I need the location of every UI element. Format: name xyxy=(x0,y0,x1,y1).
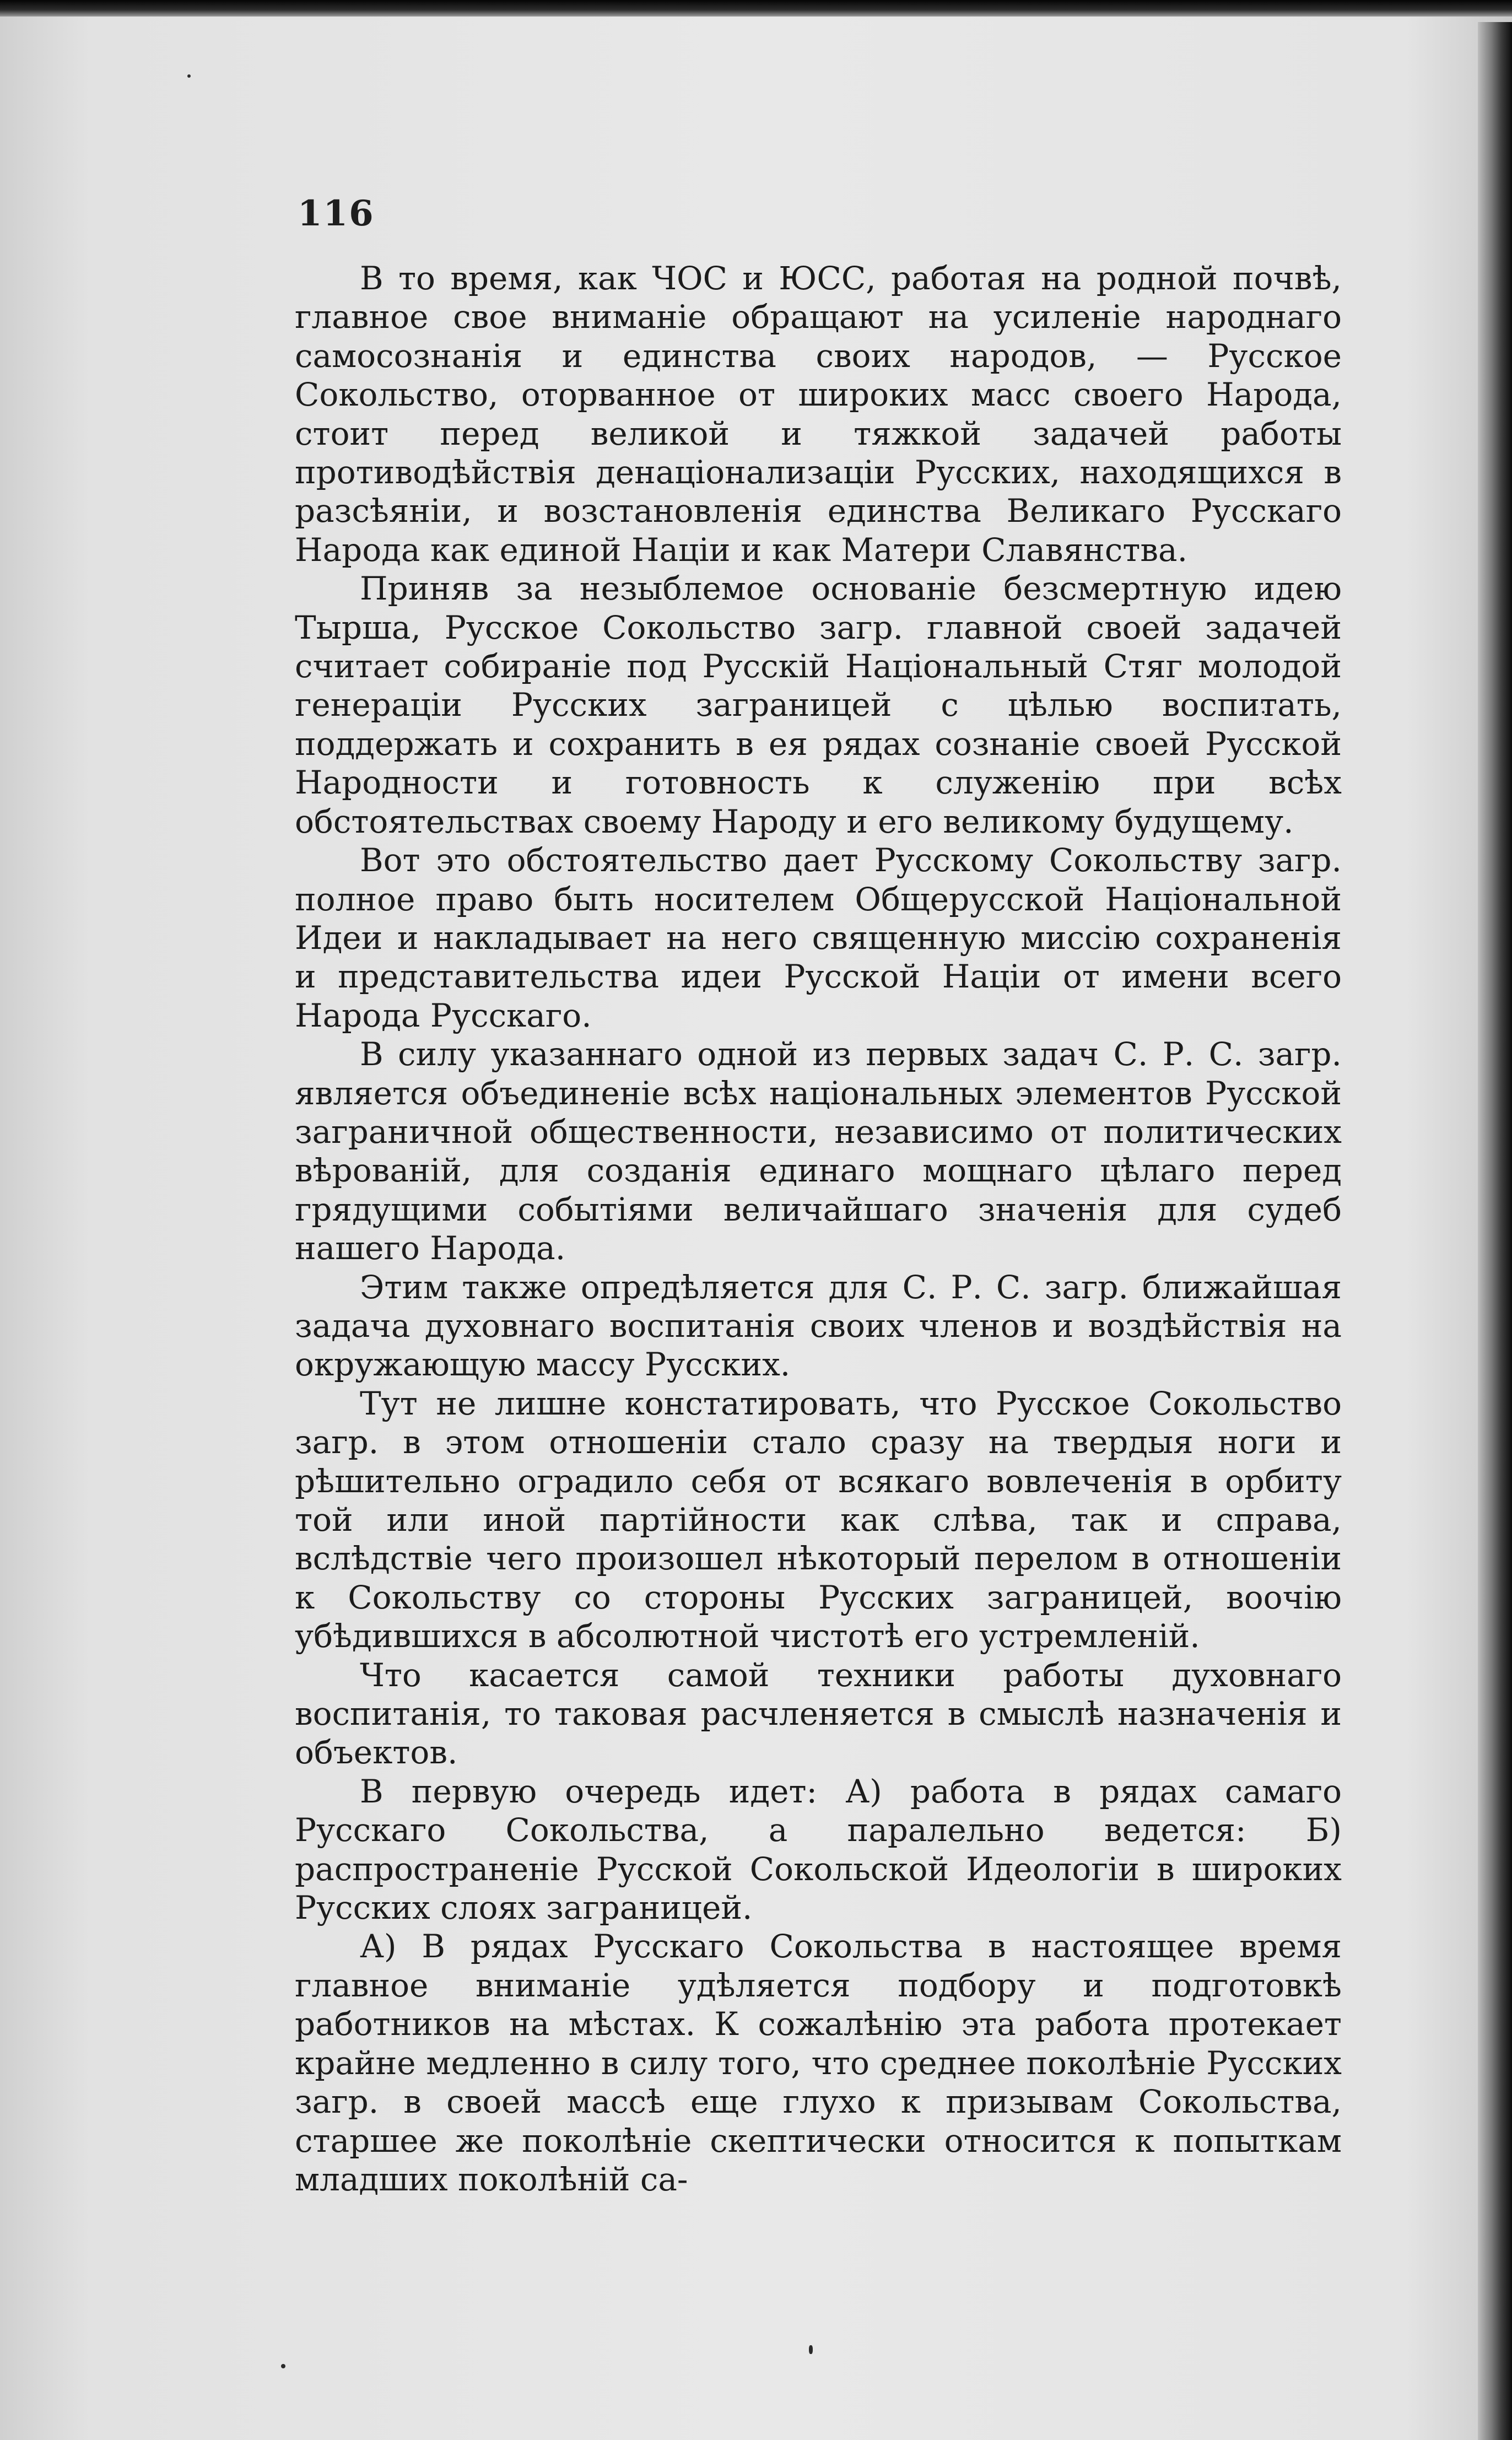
paragraph: Что касается самой техники работы духовнаго воспитанія, то таковая расчленяется в смыслѣ назначенія и объектов. xyxy=(295,1656,1342,1772)
paragraph: Вот это обстоятельство дает Русскому Сокольству загр. полное право быть носителем Общерусской Національной Идеи и накладывает на него священную миссію сохраненія и представительства идеи Русской Націи от имени всего Народа Русскаго. xyxy=(295,841,1342,1034)
page-top-edge xyxy=(0,0,1512,17)
page-number: 116 xyxy=(298,193,375,234)
scan-speck xyxy=(281,2364,285,2368)
paragraph: В силу указаннаго одной из первых задач С. Р. С. загр. является объединеніе всѣх національных элементов Русской заграничной общественности, независимо от политических вѣрованій, для созданія единаго мощнаго цѣлаго перед грядущими событіями величайшаго значенія для судеб нашего Народа. xyxy=(295,1035,1342,1267)
paragraph: Приняв за незыблемое основаніе безсмертную идею Тырша, Русское Сокольство загр. главной своей задачей считает собираніе под Русскій Національный Стяг молодой генераціи Русских заграницей с цѣлью воспитать, поддержать и сохранить в ея рядах сознаніе своей Русской Народности и готовность к служенію при всѣх обстоятельствах своему Народу и его великому будущему. xyxy=(295,570,1342,840)
body-text xyxy=(295,259,1342,2199)
scan-speck xyxy=(809,2345,813,2354)
paragraph: А) В рядах Русскаго Сокольства в настоящее время главное вниманіе удѣляется подбору и подготовкѣ работников на мѣстах. К сожалѣнію эта работа протекает крайне медленно в силу того, что среднее поколѣніе Русских загр. в своей массѣ еще глухо к призывам Сокольства, старшее же поколѣніе скептически относится к попыткам младших поколѣній са- xyxy=(295,1928,1342,2198)
page-binding-edge xyxy=(1478,22,1512,2440)
paragraph: В первую очередь идет: А) работа в рядах самаго Русскаго Сокольства, а паралельно ведется: Б) распространеніе Русской Сокольской Идеологіи в широких Русских слоях заграницей. xyxy=(295,1772,1342,1927)
paragraph: В то время, как ЧОС и ЮСС, работая на родной почвѣ, главное свое вниманіе обращают на усиленіе народнаго самосознанія и единства своих народов, — Русское Сокольство, оторванное от широких масс своего Народа, стоит перед великой и тяжкой задачей работы противодѣйствія денаціонализаціи Русских, находящихся в разсѣяніи, и возстановленія единства Великаго Русскаго Народа как единой Націи и как Матери Славянства. xyxy=(295,260,1342,569)
scan-speck xyxy=(187,74,191,78)
paragraph: Этим также опредѣляется для С. Р. С. загр. ближайшая задача духовнаго воспитанія своих членов и воздѣйствія на окружающую массу Русских. xyxy=(295,1268,1342,1384)
paragraph: Тут не лишне констатировать, что Русское Сокольство загр. в этом отношеніи стало сразу на твердыя ноги и рѣшительно оградило себя от всякаго вовлеченія в орбиту той или иной партійности как слѣва, так и справа, вслѣдствіе чего произошел нѣкоторый перелом в отношеніи к Сокольству со стороны Русских заграницей, воочію убѣдившихся в абсолютной чистотѣ его устремленій. xyxy=(295,1384,1342,1655)
